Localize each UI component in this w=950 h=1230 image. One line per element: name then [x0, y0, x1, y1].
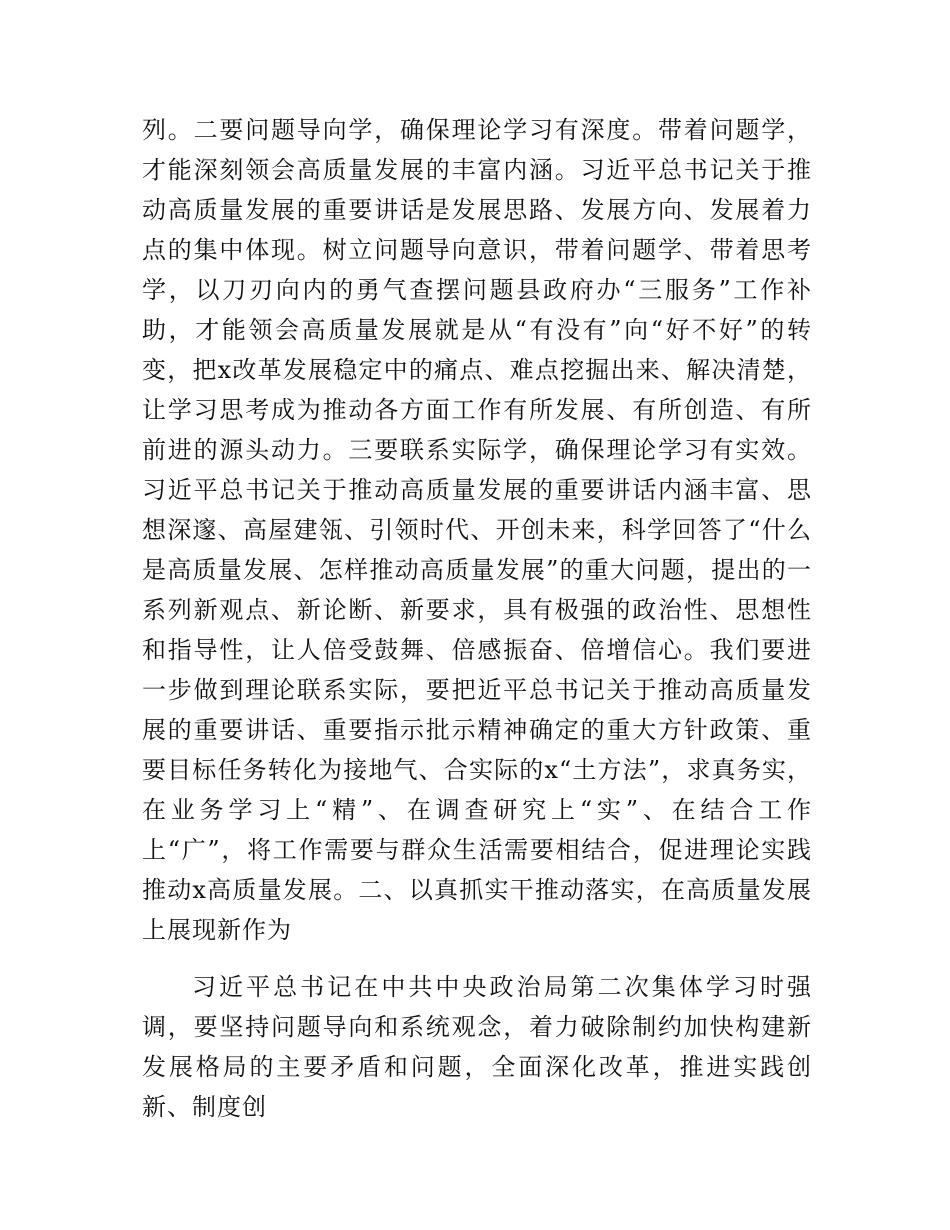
- body-paragraph-2: 习近平总书记在中共中央政治局第二次集体学习时强调，要坚持问题导向和系统观念，着力破除制约加快构建新发展格局的主要矛盾和问题，全面深化改革，推进实践创新、制度创: [142, 973, 812, 1121]
- body-paragraph-1: 列。二要问题导向学，确保理论学习有深度。带着问题学，才能深刻领会高质量发展的丰富内涵。习近平总书记关于推动高质量发展的重要讲话是发展思路、发展方向、发展着力点的集中体现。树立问题导向意识，带着问题学、带着思考学，以刀刃向内的勇气查摆问题县政府办“三服务”工作补助，才能领会高质量发展就是从“有没有”向“好不好”的转变，把x改革发展稳定中的痛点、难点挖掘出来、解决清楚，让学习思考成为推动各方面工作有所发展、有所创造、有所前进的源头动力。三要联系实际学，确保理论学习有实效。习近平总书记关于推动高质量发展的重要讲话内涵丰富、思想深邃、高屋建瓴、引领时代、开创未来，科学回答了“什么是高质量发展、怎样推动高质量发展”的重大问题，提出的一系列新观点、新论断、新要求，具有极强的政治性、思想性和指导性，让人倍受鼓舞、倍感振奋、倍增信心。我们要进一步做到理论联系实际，要把近平总书记关于推动高质量发展的重要讲话、重要指示批示精神确定的重大方针政策、重要目标任务转化为接地气、合实际的x“土方法”，求真务实，在业务学习上“精”、在调查研究上“实”、在结合工作上“广”，将工作需要与群众生活需要相结合，促进理论实践推动x高质量发展。二、以真抓实干推动落实，在高质量发展上展现新作为: [142, 116, 812, 944]
